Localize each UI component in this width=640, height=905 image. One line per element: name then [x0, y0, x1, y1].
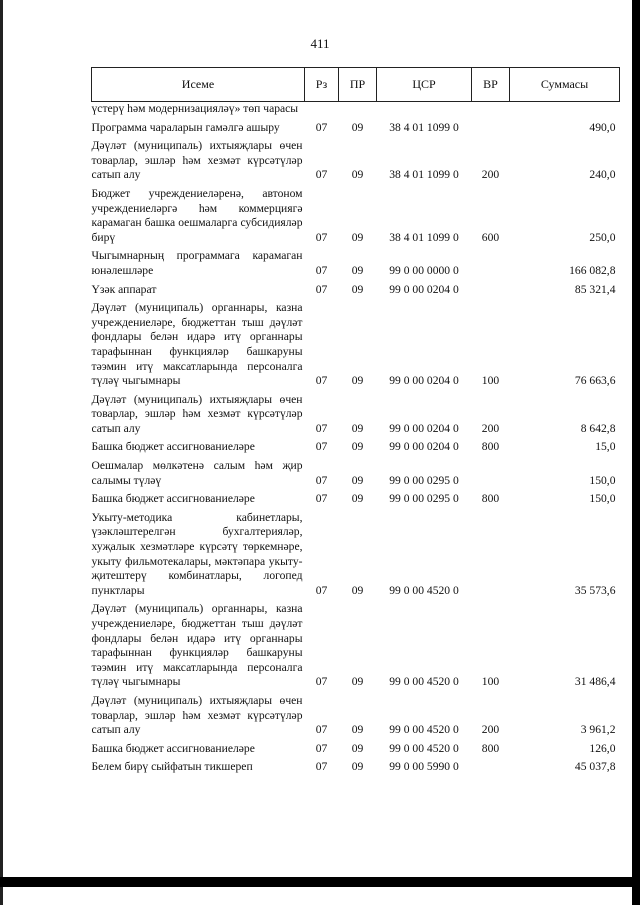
- cell-name: Дәүләт (муниципаль) органнары, казна учреждениеләре, бюджеттан тыш дәүләт фондлары белән идарә итү органнары тарафыннан функцияләр башкаруны тәэмин итү максатларында персоналга түләү чыгымнары: [91, 301, 303, 388]
- cell-rz: 07: [315, 583, 328, 597]
- cell-csr: 99 0 00 0000 0: [389, 263, 459, 277]
- cell-rz: 07: [315, 741, 328, 755]
- cell-vr: [472, 459, 510, 488]
- cell-vr: 100: [481, 675, 500, 689]
- cell-rz: [305, 102, 339, 117]
- table-row: [92, 283, 620, 298]
- cell-pr: 09: [351, 492, 364, 506]
- cell-vr: 800: [481, 492, 500, 506]
- cell-name: үстерү һәм модернизацияләү» төп чарасы: [91, 102, 299, 115]
- table-row: [92, 492, 620, 507]
- cell-csr: 99 0 00 0295 0: [389, 473, 459, 487]
- table-row: [92, 102, 620, 117]
- cell-vr: [472, 760, 510, 775]
- cell-sum: 35 573,6: [574, 583, 616, 597]
- cell-sum: 240,0: [589, 168, 616, 182]
- cell-vr: 200: [481, 723, 500, 737]
- cell-csr: [377, 102, 472, 117]
- cell-rz: 07: [315, 374, 328, 388]
- cell-csr: 99 0 00 0204 0: [389, 421, 459, 435]
- cell-rz: 07: [315, 120, 328, 134]
- cell-pr: 09: [351, 421, 364, 435]
- cell-rz: 07: [315, 760, 328, 774]
- cell-vr: 600: [481, 230, 500, 244]
- cell-sum: 76 663,6: [574, 374, 616, 388]
- table-row: [92, 694, 620, 738]
- table-row: [92, 393, 620, 437]
- cell-rz: 07: [315, 168, 328, 182]
- cell-name: Дәүләт (муниципаль) органнары, казна учреждениеләре, бюджеттан тыш дәүләт фондлары белән идарә итү органнары тарафыннан функцияләр башкаруны тәэмин итү максатларында персоналга түләү чыгымнары: [91, 602, 303, 689]
- cell-vr: [472, 283, 510, 298]
- cell-name: Башка бюджет ассигнованиеләре: [91, 440, 255, 454]
- page-number: 411: [310, 36, 330, 51]
- scan-edge-bottom: [0, 877, 640, 887]
- cell-rz: 07: [315, 675, 328, 689]
- cell-name: Оешмалар мөлкәтенә салым һәм җир салымы түләү: [91, 459, 303, 487]
- cell-vr: 100: [481, 374, 500, 388]
- cell-rz: 07: [315, 473, 328, 487]
- cell-name: Бюджет учреждениеләренә, автоном учреждениеләргә һәм коммерциягә карамаган башка оешмаларга субсидияләр бирү: [91, 186, 303, 244]
- cell-rz: 07: [315, 230, 328, 244]
- cell-pr: 09: [351, 723, 364, 737]
- cell-sum: 31 486,4: [574, 675, 616, 689]
- header-name: Исеме: [92, 68, 305, 102]
- budget-table: [91, 67, 620, 775]
- header-sum: Суммасы: [510, 68, 620, 102]
- cell-vr: 200: [481, 421, 500, 435]
- cell-name: Башка бюджет ассигнованиеләре: [91, 741, 255, 755]
- cell-name: Дәүләт (муниципаль) ихтыяҗлары өчен товарлар, эшләр һәм хезмәт күрсәтүләр сатып алу: [91, 693, 303, 737]
- cell-pr: 09: [351, 120, 364, 134]
- cell-rz: 07: [315, 263, 328, 277]
- cell-sum: 8 642,8: [580, 421, 616, 435]
- cell-pr: 09: [351, 760, 364, 774]
- scan-edge-right: [632, 0, 640, 905]
- cell-pr: 09: [351, 168, 364, 182]
- table-row: [92, 187, 620, 245]
- cell-sum: 15,0: [595, 440, 616, 454]
- cell-vr: 800: [481, 440, 500, 454]
- cell-csr: 99 0 00 5990 0: [389, 760, 459, 774]
- cell-csr: 99 0 00 0204 0: [389, 282, 459, 296]
- cell-pr: [339, 102, 377, 117]
- cell-sum: 150,0: [589, 492, 616, 506]
- cell-csr: 99 0 00 4520 0: [389, 583, 459, 597]
- cell-rz: 07: [315, 421, 328, 435]
- table-row: [92, 742, 620, 757]
- table-row: [92, 440, 620, 455]
- cell-name: Дәүләт (муниципаль) ихтыяҗлары өчен товарлар, эшләр һәм хезмәт күрсәтүләр сатып алу: [91, 139, 303, 182]
- cell-csr: 99 0 00 0295 0: [389, 492, 459, 506]
- cell-csr: 99 0 00 4520 0: [389, 741, 459, 755]
- table-row: [92, 139, 620, 183]
- cell-vr: 800: [481, 741, 500, 755]
- cell-vr: [472, 102, 510, 117]
- cell-sum: 490,0: [589, 120, 616, 134]
- cell-pr: 09: [351, 675, 364, 689]
- cell-vr: [472, 511, 510, 599]
- cell-pr: 09: [351, 374, 364, 388]
- header-csr: ЦСР: [377, 68, 472, 102]
- cell-csr: 99 0 00 4520 0: [389, 723, 459, 737]
- cell-sum: 250,0: [589, 230, 616, 244]
- cell-sum: 3 961,2: [580, 723, 616, 737]
- cell-rz: 07: [315, 282, 328, 296]
- cell-rz: 07: [315, 440, 328, 454]
- cell-pr: 09: [351, 583, 364, 597]
- table-row: [92, 760, 620, 775]
- table-row: [92, 121, 620, 136]
- table-header-row: [92, 68, 620, 102]
- cell-name: Башка бюджет ассигнованиеләре: [91, 492, 255, 506]
- cell-name: Чыгымнарның программага карамаган юнәлешләре: [91, 249, 303, 277]
- scan-edge-left: [0, 0, 3, 905]
- cell-rz: 07: [315, 723, 328, 737]
- cell-csr: 99 0 00 0204 0: [389, 374, 459, 388]
- table-row: [92, 459, 620, 488]
- cell-sum: 150,0: [589, 473, 616, 487]
- cell-rz: 07: [315, 492, 328, 506]
- cell-pr: 09: [351, 741, 364, 755]
- table-row: [92, 602, 620, 690]
- table-row: [92, 511, 620, 599]
- cell-csr: 99 0 00 0204 0: [389, 440, 459, 454]
- cell-pr: 09: [351, 230, 364, 244]
- cell-csr: 38 4 01 1099 0: [389, 120, 459, 134]
- cell-name: Укыту-методика кабинетлары, үзәкләштерелгән бухгалтерияләр, хуҗалык хезмәтләре күрсәтү төркемнәре, укыту фильмотекалары, мәктәпара укыту-җитештерү комбинатлары, логопед пунктлары: [91, 510, 303, 597]
- header-vr: ВР: [472, 68, 510, 102]
- cell-csr: 38 4 01 1099 0: [389, 230, 459, 244]
- cell-pr: 09: [351, 263, 364, 277]
- cell-vr: [472, 121, 510, 136]
- cell-name: Программа чараларын гамәлгә ашыру: [91, 120, 280, 134]
- cell-sum: [510, 102, 620, 117]
- cell-sum: 45 037,8: [574, 760, 616, 774]
- cell-sum: 126,0: [589, 741, 616, 755]
- cell-vr: [472, 249, 510, 278]
- cell-name: Үзәк аппарат: [91, 282, 157, 296]
- cell-csr: 99 0 00 4520 0: [389, 675, 459, 689]
- cell-sum: 85 321,4: [574, 282, 616, 296]
- table-row: [92, 249, 620, 278]
- cell-name: Белем бирү сыйфатын тикшереп: [91, 760, 253, 774]
- cell-csr: 38 4 01 1099 0: [389, 168, 459, 182]
- header-rz: Рз: [305, 68, 339, 102]
- cell-sum: 166 082,8: [569, 263, 616, 277]
- table-body: [92, 102, 620, 775]
- cell-name: Дәүләт (муниципаль) ихтыяҗлары өчен товарлар, эшләр һәм хезмәт күрсәтүләр сатып алу: [91, 392, 303, 435]
- table-row: [92, 301, 620, 389]
- cell-pr: 09: [351, 440, 364, 454]
- cell-pr: 09: [351, 282, 364, 296]
- cell-pr: 09: [351, 473, 364, 487]
- cell-vr: 200: [481, 168, 500, 182]
- header-pr: ПР: [339, 68, 377, 102]
